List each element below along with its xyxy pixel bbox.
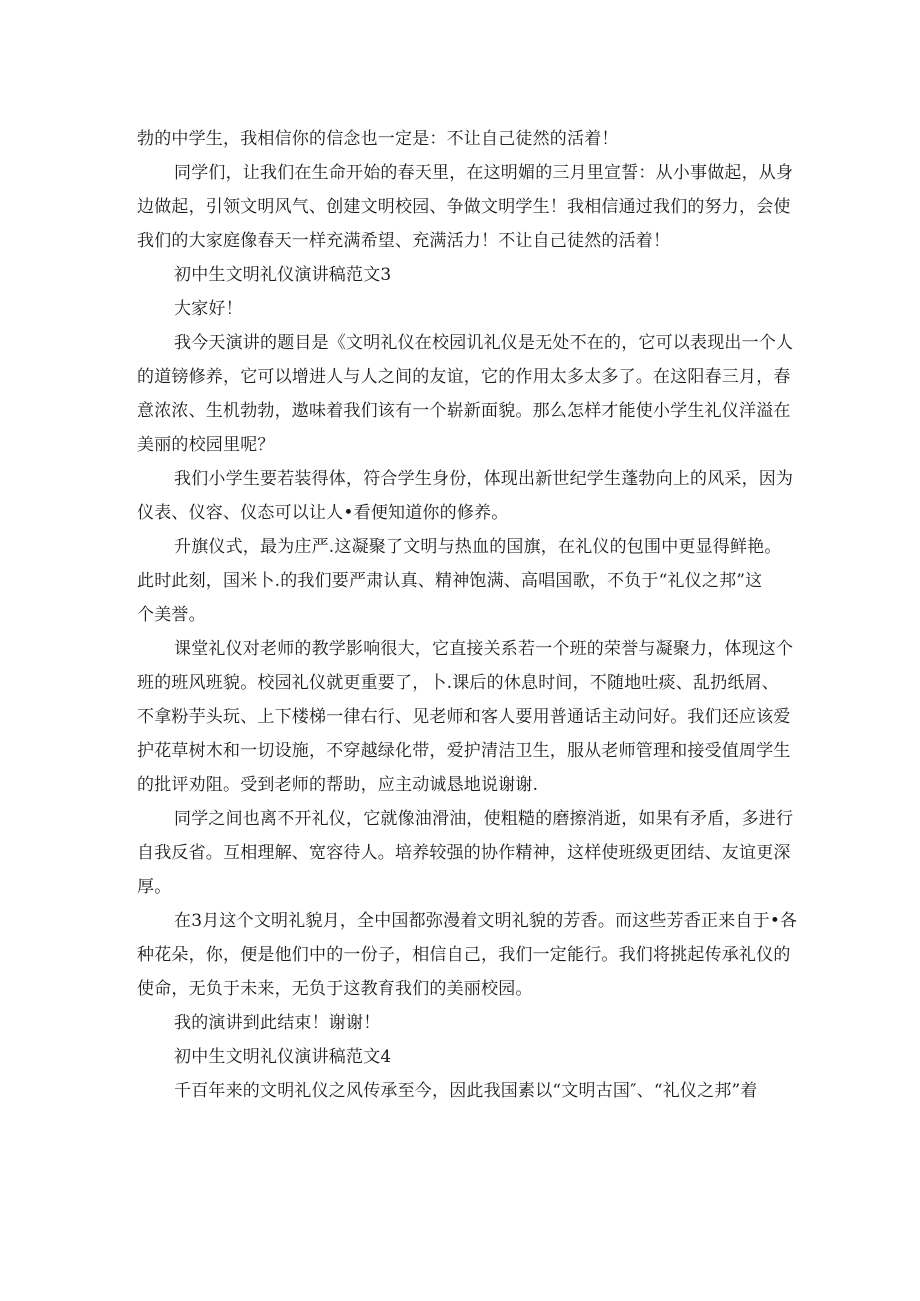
- text-line: 升旗仪式，最为庄严.这凝聚了文明与热血的国旗，在礼仪的包围中更显得鲜艳。: [174, 537, 782, 557]
- text-line: 初中生文明礼仪演讲稿范文3: [174, 265, 392, 285]
- text-line: 的批评劝阻。受到老师的帮助，应主动诚恳地说谢谢.: [137, 775, 539, 795]
- text-line: 我的演讲到此结束！谢谢！: [174, 1013, 381, 1033]
- text-line: 在3月这个文明礼貌月，全中国都弥漫着文明礼貌的芳香。而这些芳香正来自于•各: [174, 911, 798, 931]
- text-line: 我们小学生要若装得体，符合学生身份，体现出新世纪学生蓬勃向上的风采，因为: [174, 469, 794, 489]
- text-line: 使命，无负于未来，无负于这教育我们的美丽校园。: [137, 979, 533, 999]
- text-line: 千百年来的文明礼仪之风传承至今，因此我国素以“文明古国″、“礼仪之邦”着: [174, 1081, 758, 1101]
- text-line: 大家好！: [174, 299, 243, 319]
- text-line: 不拿粉芋头玩、上下楼梯一律右行、见老师和客人要用普通话主动问好。我们还应该爱: [137, 707, 791, 727]
- text-line: 同学之间也离不开礼仪，它就像油滑油，使粗糙的磨擦消逝，如果有矛盾，多进行: [174, 809, 794, 829]
- text-line: 个美誉。: [137, 605, 206, 625]
- text-line: 护花草树木和一切设施，不穿越绿化带，爱护清洁卫生，服从老师管理和接受值周学生: [137, 741, 791, 761]
- text-line: 课堂礼仪对老师的教学影响很大，它直接关系若一个班的荣誉与凝聚力，体现这个: [174, 639, 794, 659]
- document-body: [137, 122, 798, 1108]
- text-line: 自我反省。互相理解、宽容待人。培养较强的协作精神，这样使班级更团结、友谊更深: [137, 843, 791, 863]
- text-line: 同学们，让我们在生命开始的春天里，在这明媚的三月里宣誓：从小事做起，从身: [174, 163, 794, 183]
- text-line: 边做起，引领文明风气、创建文明校园、争做文明学生！我相信通过我们的努力，会使: [137, 197, 791, 217]
- text-line: 种花朵，你，便是他们中的一份子，相信自己，我们一定能行。我们将挑起传承礼仪的: [137, 945, 791, 965]
- text-line: 意浓浓、生机勃勃，遨味着我们该有一个崭新面貌。那么怎样才能使小学生礼仪洋溢在: [137, 401, 791, 421]
- text-line: 我们的大家庭像春天一样充满希望、充满活力！不让自己徒然的活着！: [137, 231, 671, 251]
- text-line: 我今天演讲的题目是《文明礼仪在校园讥礼仪是无处不在的，它可以表现出一个人: [174, 333, 794, 353]
- text-line: 厚。: [137, 877, 172, 897]
- text-line: 美丽的校园里呢？: [137, 435, 275, 455]
- text-line: 此时此刻，国米卜.的我们要严肃认真、精神饱满、高唱国歌，不负于“礼仪之邦”这: [137, 571, 763, 591]
- text-line: 的道镑修养，它可以增进人与人之间的友谊，它的作用太多太多了。在这阳春三月，春: [137, 367, 791, 387]
- text-line: 初中生文明礼仪演讲稿范文4: [174, 1047, 392, 1067]
- text-line: 仪表、仪容、仪态可以让人•看便知道你的修养。: [137, 503, 509, 523]
- text-line: 勃的中学生，我相信你的信念也一定是：不让自己徒然的活着！: [137, 129, 619, 149]
- text-line: 班的班风班貌。校园礼仪就更重要了，卜.课后的休息时间，不随地吐痰、乱扔纸屑、: [137, 673, 780, 693]
